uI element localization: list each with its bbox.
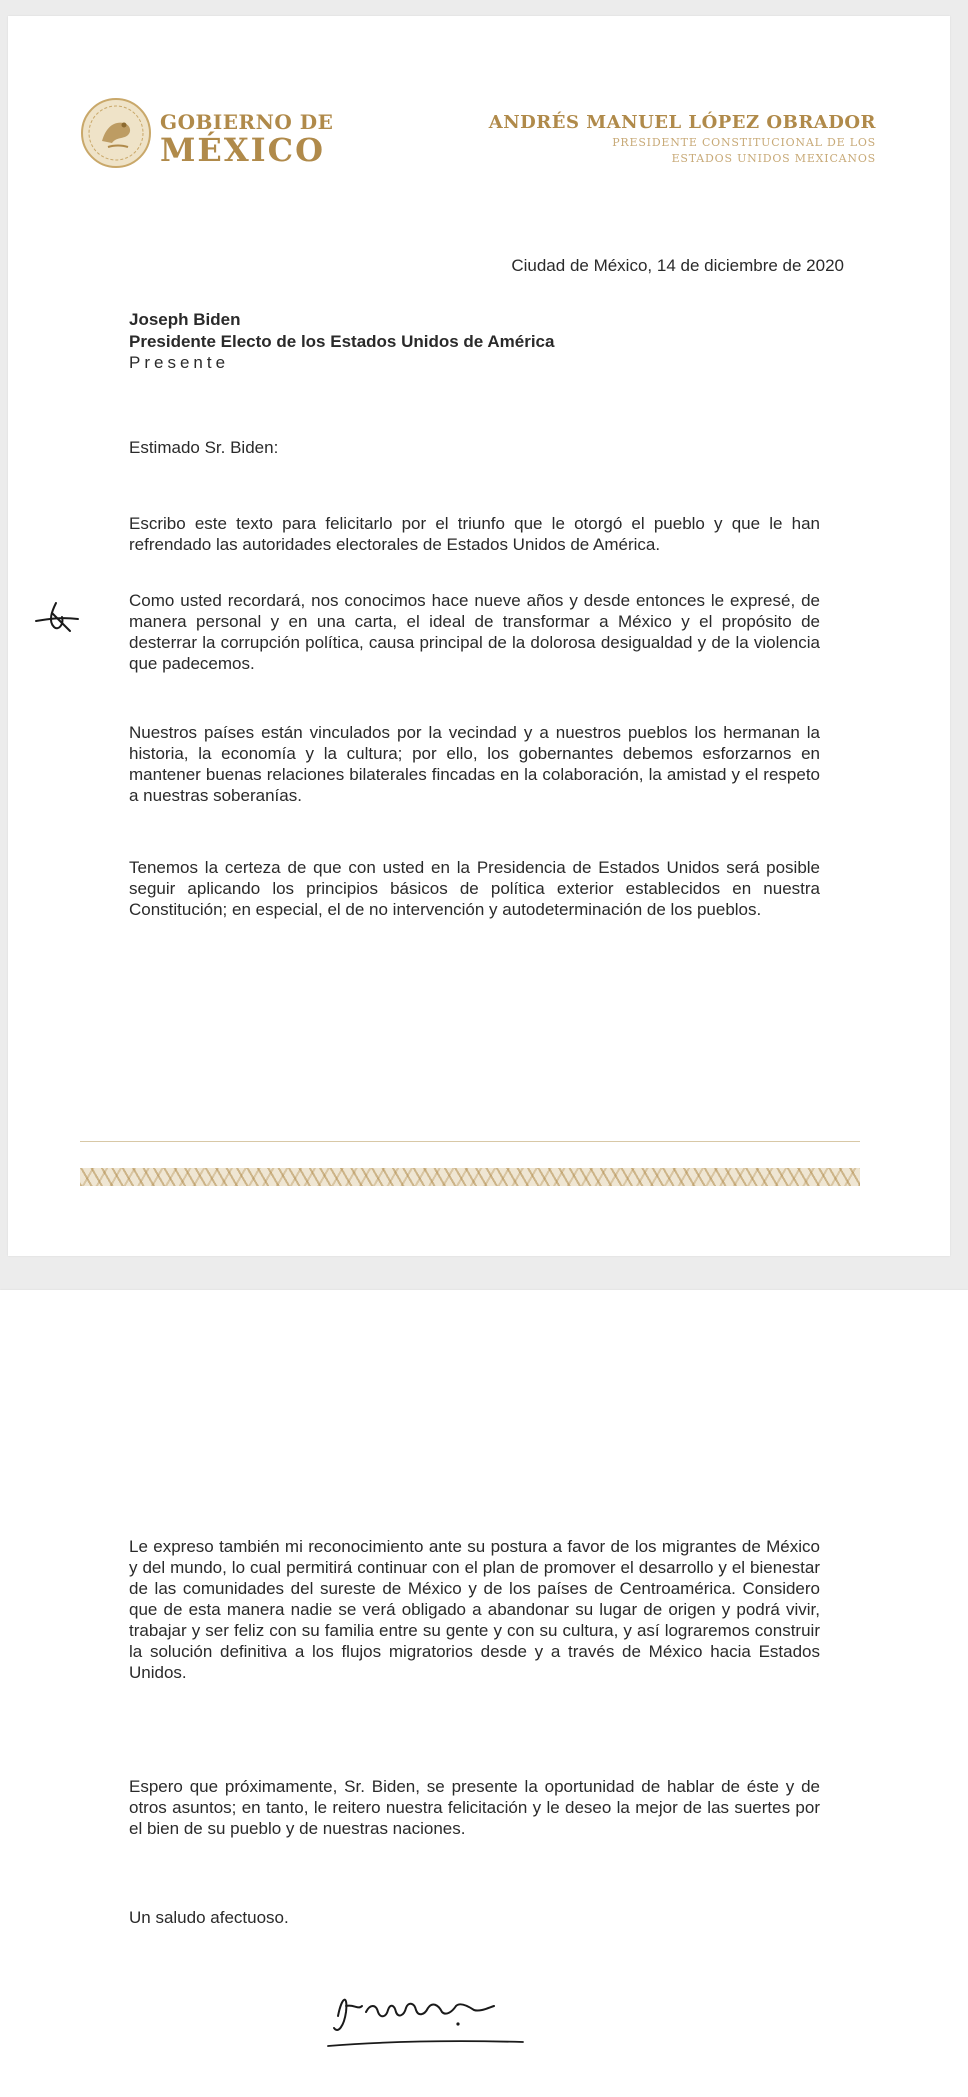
greeting: Estimado Sr. Biden: [129, 438, 279, 457]
paragraph-5: Le expreso también mi reconocimiento ante su postura a favor de los migrantes de México y del mundo, lo cual permitirá continuar con el plan de promover el desarrollo y el bienestar de las comunidades del sureste de México y de los países de Centroamérica. Considero que de esta manera nadie se verá obligado a abandonar su lugar de origen y podrá vivir, trabajar y ser feliz con su familia entre su gente y con su cultura, y así lograremos construir la solución definitiva a los flujos migratorios desde y a través de México hacia Estados Unidos. [129, 1537, 820, 1682]
decorative-pattern-band [80, 1168, 860, 1186]
closing-line: Un saludo afectuoso. [129, 1908, 289, 1927]
recipient-title: Presidente Electo de los Estados Unidos de América [129, 332, 555, 351]
signature-icon [318, 1976, 538, 2056]
paragraph-4: Tenemos la certeza de que con usted en la Presidencia de Estados Unidos será posible seguir aplicando los principios básicos de política exterior establecidos en nuestra Constitución; en especial, el de no intervención y autodeterminación de los pueblos. [129, 858, 820, 919]
paragraph-3: Nuestros países están vinculados por la vecindad y a nuestros pueblos los hermanan la historia, la economía y la cultura; por ello, los gobernantes debemos esforzarnos en mantener buenas relaciones bilaterales fincadas en la colaboración, la amistad y el respeto a nuestras soberanías. [129, 723, 820, 805]
gov-name-line1: GOBIERNO DE [160, 110, 334, 134]
recipient-presente: Presente [129, 353, 230, 372]
coat-of-arms-seal-icon [80, 97, 152, 169]
president-title-line2: ESTADOS UNIDOS MEXICANOS [671, 152, 876, 165]
government-wordmark [160, 110, 334, 169]
gov-name-line2: MÉXICO [160, 131, 325, 169]
paragraph-2: Como usted recordará, nos conocimos hace nueve años y desde entonces le expresé, de manera personal y en una carta, el ideal de transformar a México y el propósito de desterrar la corrupción política, causa principal de la dolorosa desigualdad y de la violencia que padecemos. [129, 591, 820, 673]
handwritten-margin-mark-icon [30, 595, 86, 637]
paragraph-6: Espero que próximamente, Sr. Biden, se presente la oportunidad de hablar de éste y de otros asuntos; en tanto, le reitero nuestra felicitación y le deseo la mejor de las suertes por el bien de su pueblo y de nuestras naciones. [129, 1777, 820, 1838]
paragraph-1: Escribo este texto para felicitarlo por el triunfo que le otorgó el pueblo y que le han refrendado las autoridades electorales de Estados Unidos de América. [129, 514, 820, 554]
footer-divider [80, 1141, 860, 1142]
recipient-name: Joseph Biden [129, 310, 241, 329]
president-header [489, 112, 876, 165]
president-title-line1: PRESIDENTE CONSTITUCIONAL DE LOS [612, 136, 876, 149]
president-name: ANDRÉS MANUEL LÓPEZ OBRADOR [488, 112, 876, 133]
letter-date: Ciudad de México, 14 de diciembre de 2020 [511, 256, 844, 275]
